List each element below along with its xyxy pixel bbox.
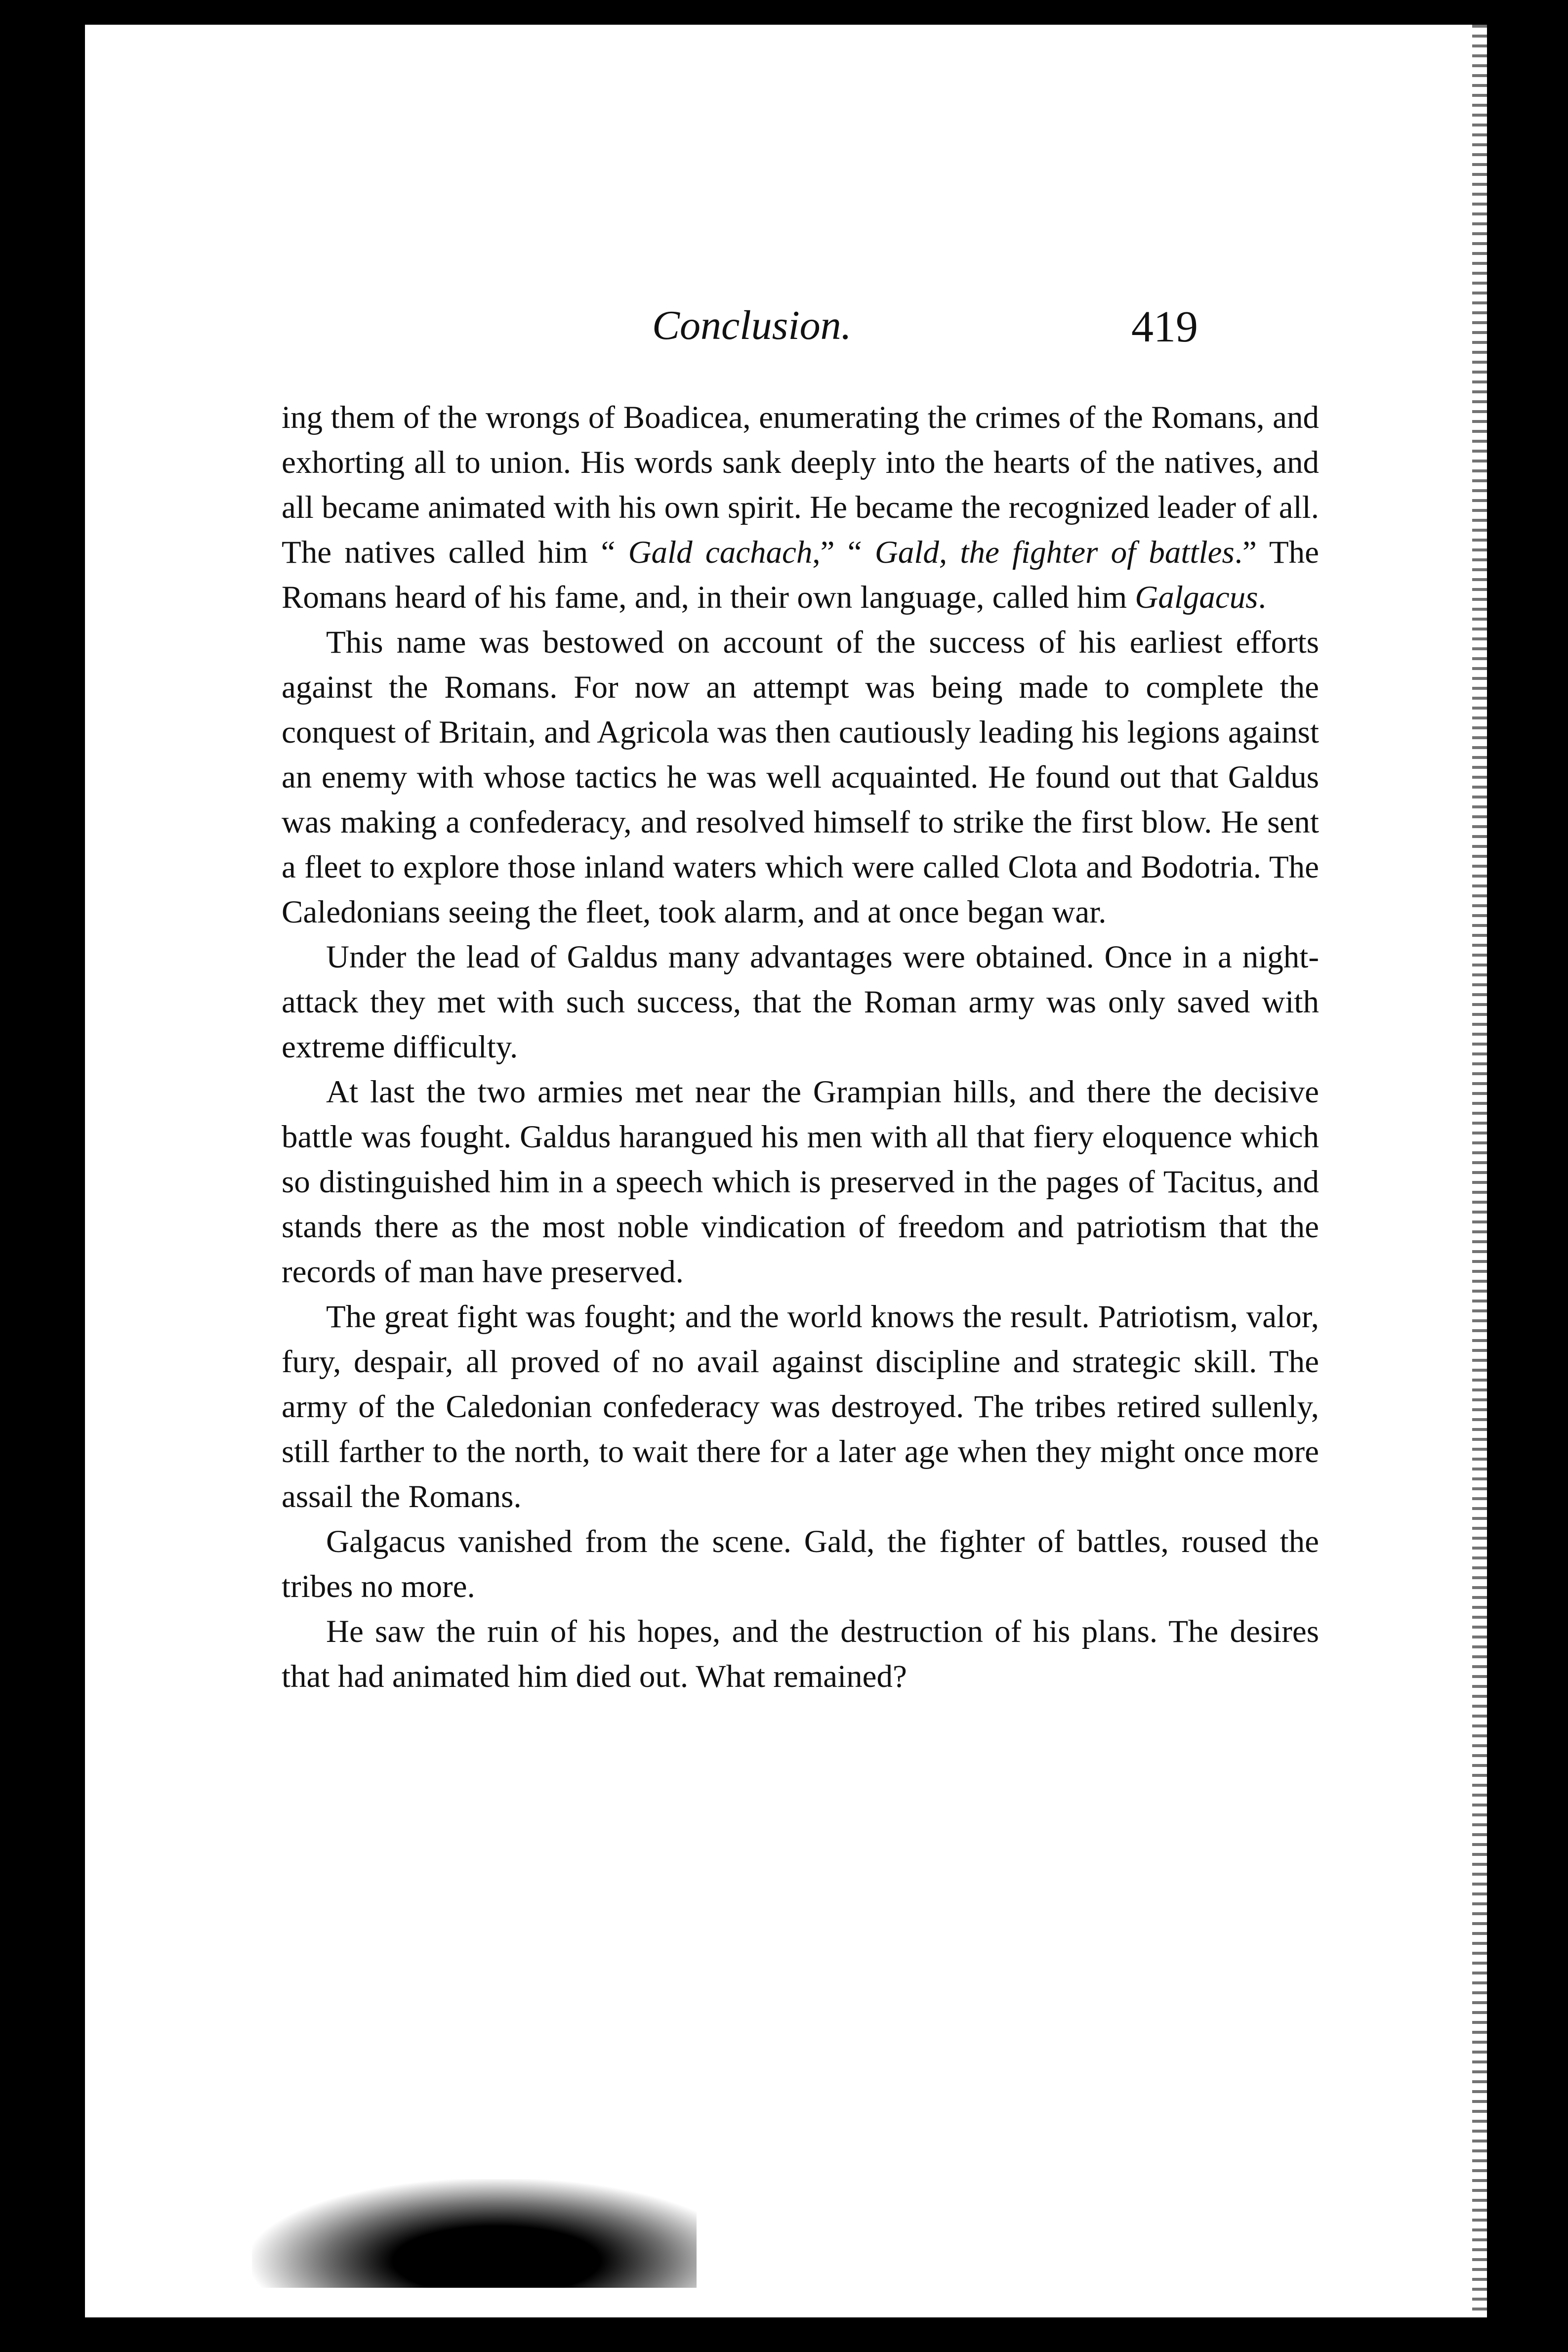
text-run: Galgacus vanished from the scene. Gald, the fighter of battles, roused the tribes no more. (282, 1524, 1319, 1604)
text-run: At last the two armies met near the Grampian hills, and there the decisive battle was fought. Galdus harangued his men with all that fiery eloquence which so distinguished him in a speech which is preserved in the pages of Tacitus, and stands there as the most noble vindication of freedom and patriotism that the records of man have preserved. (282, 1074, 1319, 1290)
running-head: Conclusion. (652, 302, 852, 348)
paragraph (282, 620, 1319, 935)
body-text (282, 395, 1319, 1699)
italic-run: Gald cachach (628, 535, 813, 570)
paragraph (282, 1609, 1319, 1699)
page-header (64, 301, 1487, 361)
book-page (64, 25, 1487, 2317)
text-run: .” The Romans heard of his fame, and, in their own language, called him (282, 535, 1320, 615)
paragraph (282, 1519, 1319, 1609)
page-edge-texture (1472, 25, 1487, 2317)
text-run: ,” “ (812, 535, 875, 570)
italic-run: Gald, the fighter of battles (874, 535, 1235, 570)
ink-smudge (252, 2179, 697, 2288)
paragraph (282, 935, 1319, 1070)
paragraph (282, 395, 1319, 620)
text-run: He saw the ruin of his hopes, and the destruction of his plans. The desires that had animated him died out. What remained? (282, 1614, 1319, 1694)
text-run: The great fight was fought; and the world knows the result. Patriotism, valor, fury, despair, all proved of no avail against discipline and strategic skill. The army of the Caledonian confederacy was destroyed. The tribes retired sullenly, still farther to the north, to wait there for a later age when they might once more assail the Romans. (282, 1299, 1319, 1514)
paragraph (282, 1070, 1319, 1295)
text-run: . (1258, 580, 1266, 615)
text-run: ing them of the wrongs of Boadicea, enumerating the crimes of the Romans, and exhorting all to union. His words sank deeply into the hearts of the natives, and all became animated with his own spirit. He became the recognized leader of all. The natives called him “ (282, 400, 1319, 570)
text-run: This name was bestowed on account of the success of his earliest efforts against the Romans. For now an attempt was being made to complete the conquest of Britain, and Agricola was then cautiously leading his legions against an enemy with whose tactics he was well acquainted. He found out that Galdus was making a confederacy, and resolved himself to strike the first blow. He sent a fleet to explore those inland waters which were called Clota and Bodotria. The Caledonians seeing the fleet, took alarm, and at once began war. (282, 625, 1319, 930)
binding-shadow (64, 25, 85, 2317)
page-number: 419 (1131, 302, 1198, 351)
text-run: Under the lead of Galdus many advantages were obtained. Once in a night-attack they met with such success, that the Roman army was only saved with extreme difficulty. (282, 939, 1319, 1065)
italic-run: Galgacus (1135, 580, 1258, 615)
paragraph (282, 1295, 1319, 1519)
